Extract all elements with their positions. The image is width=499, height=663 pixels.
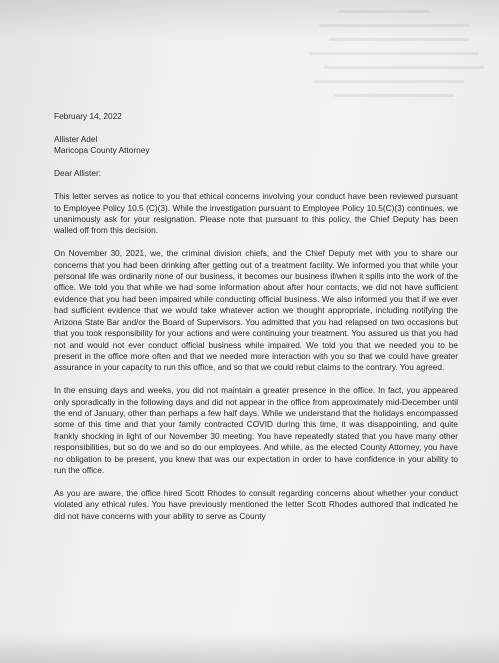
recipient-title: Maricopa County Attorney (54, 145, 150, 156)
paragraph-absence: In the ensuing days and weeks, you did not maintain a greater presence in the office. In fact, you appeared only sporadically in the following days and did not appear in the office from approximately mid-December until the end of January, other than perhaps a few half days. While we understand that the holidays encompassed some of this time and that your family contracted COVID during this time, it was disappointing, and quite frankly shocking in light of our November 30 meeting. You have repeatedly stated that you have many other responsibilities, but so do we and so do our employees. And while, as the elected County Attorney, you have no obligation to be present, you knew that was our expectation in order to have confidence in your ability to run the office. (54, 385, 458, 476)
recipient-name: Allister Adel (54, 133, 98, 144)
show-through-text (299, 0, 499, 110)
letter-body (54, 111, 458, 534)
paragraph-notice: This letter serves as notice to you that ethical concerns involving your conduct have been reviewed pursuant to Employee Policy 10.5 (C)(3). While the investigation pursuant to Employee Policy 10.5(C)(3) continues, we unanimously ask for your resignation. Please note that pursuant to this policy, the Chief Deputy has been walled off from this decision. (54, 191, 458, 236)
paragraph-meeting: On November 30, 2021, we, the criminal division chiefs, and the Chief Deputy met with you to share our concerns that you had been drinking after getting out of a treatment facility. We informed you that while your personal life was ordinarily none of our business, it becomes our business if/when it spills into the work of the office. We told you that while we had some information about after hour contacts, we did not have sufficient evidence that you had been impaired while conducting official business. We also informed you that if we ever had sufficient evidence that we would take whatever action we thought appropriate, including notifying the Arizona State Bar and/or the Board of Supervisors. You admitted that you had relapsed on two occasions but that you took responsibility for your actions and were continuing your treatment. You assured us that you had not and would not ever conduct official business while impaired. We told you that we needed you to be present in the office more often and that we needed more interaction with you so that we could have greater assurance in your capacity to run this office, and so that we could rebut claims to the contrary. You agreed. (54, 248, 458, 373)
page-shadow-top (0, 0, 499, 40)
paragraph-consultant: As you are aware, the office hired Scott Rhodes to consult regarding concerns about whether your conduct violated any ethical rules. You have previously mentioned the letter Scott Rhodes authored that indicated he did not have concerns with your ability to serve as County (54, 487, 458, 521)
page-shadow-bottom (0, 633, 499, 663)
letter-date: February 14, 2022 (54, 111, 122, 121)
recipient-block (54, 134, 458, 157)
salutation: Dear Allister: (54, 168, 102, 179)
